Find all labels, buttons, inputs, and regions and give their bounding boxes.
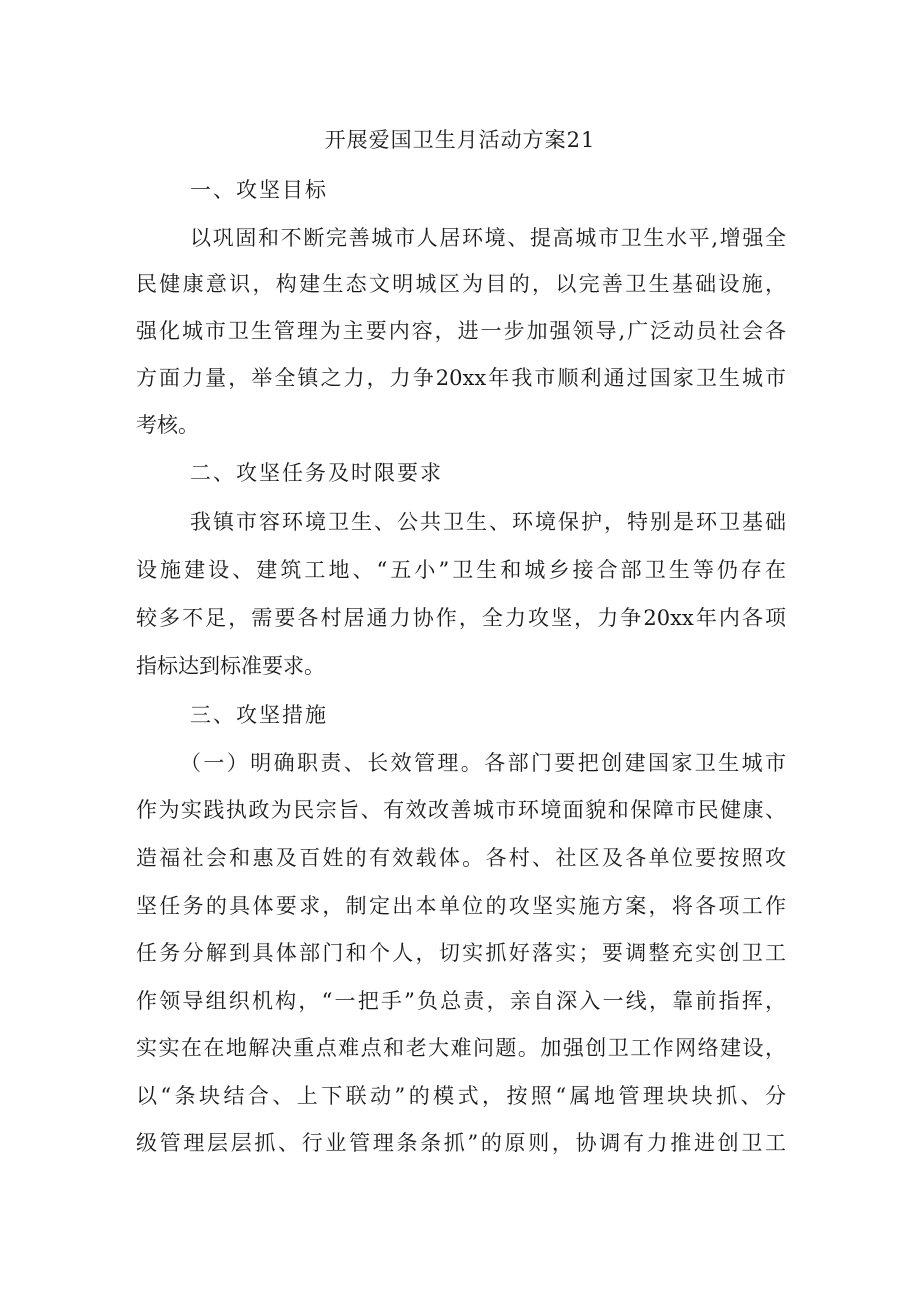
paragraph-line: 造福社会和惠及百姓的有效载体。各村、社区及各单位要按照攻	[136, 846, 786, 870]
paragraph-line: 坚任务的具体要求，制定出本单位的攻坚实施方案，将各项工作	[136, 894, 786, 918]
paragraph-line: 指标达到标准要求。	[136, 654, 325, 678]
section-heading-tasks: 二、攻坚任务及时限要求	[190, 461, 443, 485]
paragraph-line: 我镇市容环境卫生、公共卫生、环境保护，特别是环卫基础	[190, 510, 786, 534]
paragraph-line: 较多不足，需要各村居通力协作，全力攻坚，力争20xx年内各项	[136, 606, 786, 630]
paragraph-line: 以巩固和不断完善城市人居环境、提高城市卫生水平,增强全	[190, 226, 786, 250]
paragraph-line: 考核。	[136, 413, 199, 437]
section-heading-measures: 三、攻坚措施	[190, 703, 328, 727]
paragraph-line: 作领导组织机构，“一把手”负总责，亲自深入一线，靠前指挥，	[136, 989, 786, 1013]
paragraph-line: 方面力量，举全镇之力，力争20xx年我市顺利通过国家卫生城市	[136, 366, 786, 390]
paragraph-line: （一）明确职责、长效管理。各部门要把创建国家卫生城市	[180, 751, 786, 775]
paragraph-line: 以“条块结合、上下联动”的模式，按照“属地管理块块抓、分	[136, 1084, 786, 1108]
document-title: 开展爱国卫生月活动方案21	[324, 128, 596, 152]
section-heading-goal: 一、攻坚目标	[190, 178, 328, 202]
paragraph-line: 级管理层层抓、行业管理条条抓”的原则，协调有力推进创卫工	[136, 1131, 786, 1155]
paragraph-line: 实实在在地解决重点难点和老大难问题。加强创卫工作网络建设，	[136, 1036, 786, 1060]
paragraph-line: 作为实践执政为民宗旨、有效改善城市环境面貌和保障市民健康、	[136, 798, 786, 822]
paragraph-line: 任务分解到具体部门和个人，切实抓好落实；要调整充实创卫工	[136, 941, 786, 965]
paragraph-line: 设施建设、建筑工地、“五小”卫生和城乡接合部卫生等仍存在	[136, 558, 786, 582]
paragraph-line: 民健康意识，构建生态文明城区为目的，以完善卫生基础设施，	[136, 272, 786, 296]
paragraph-line: 强化城市卫生管理为主要内容，进一步加强领导,广泛动员社会各	[136, 319, 786, 343]
